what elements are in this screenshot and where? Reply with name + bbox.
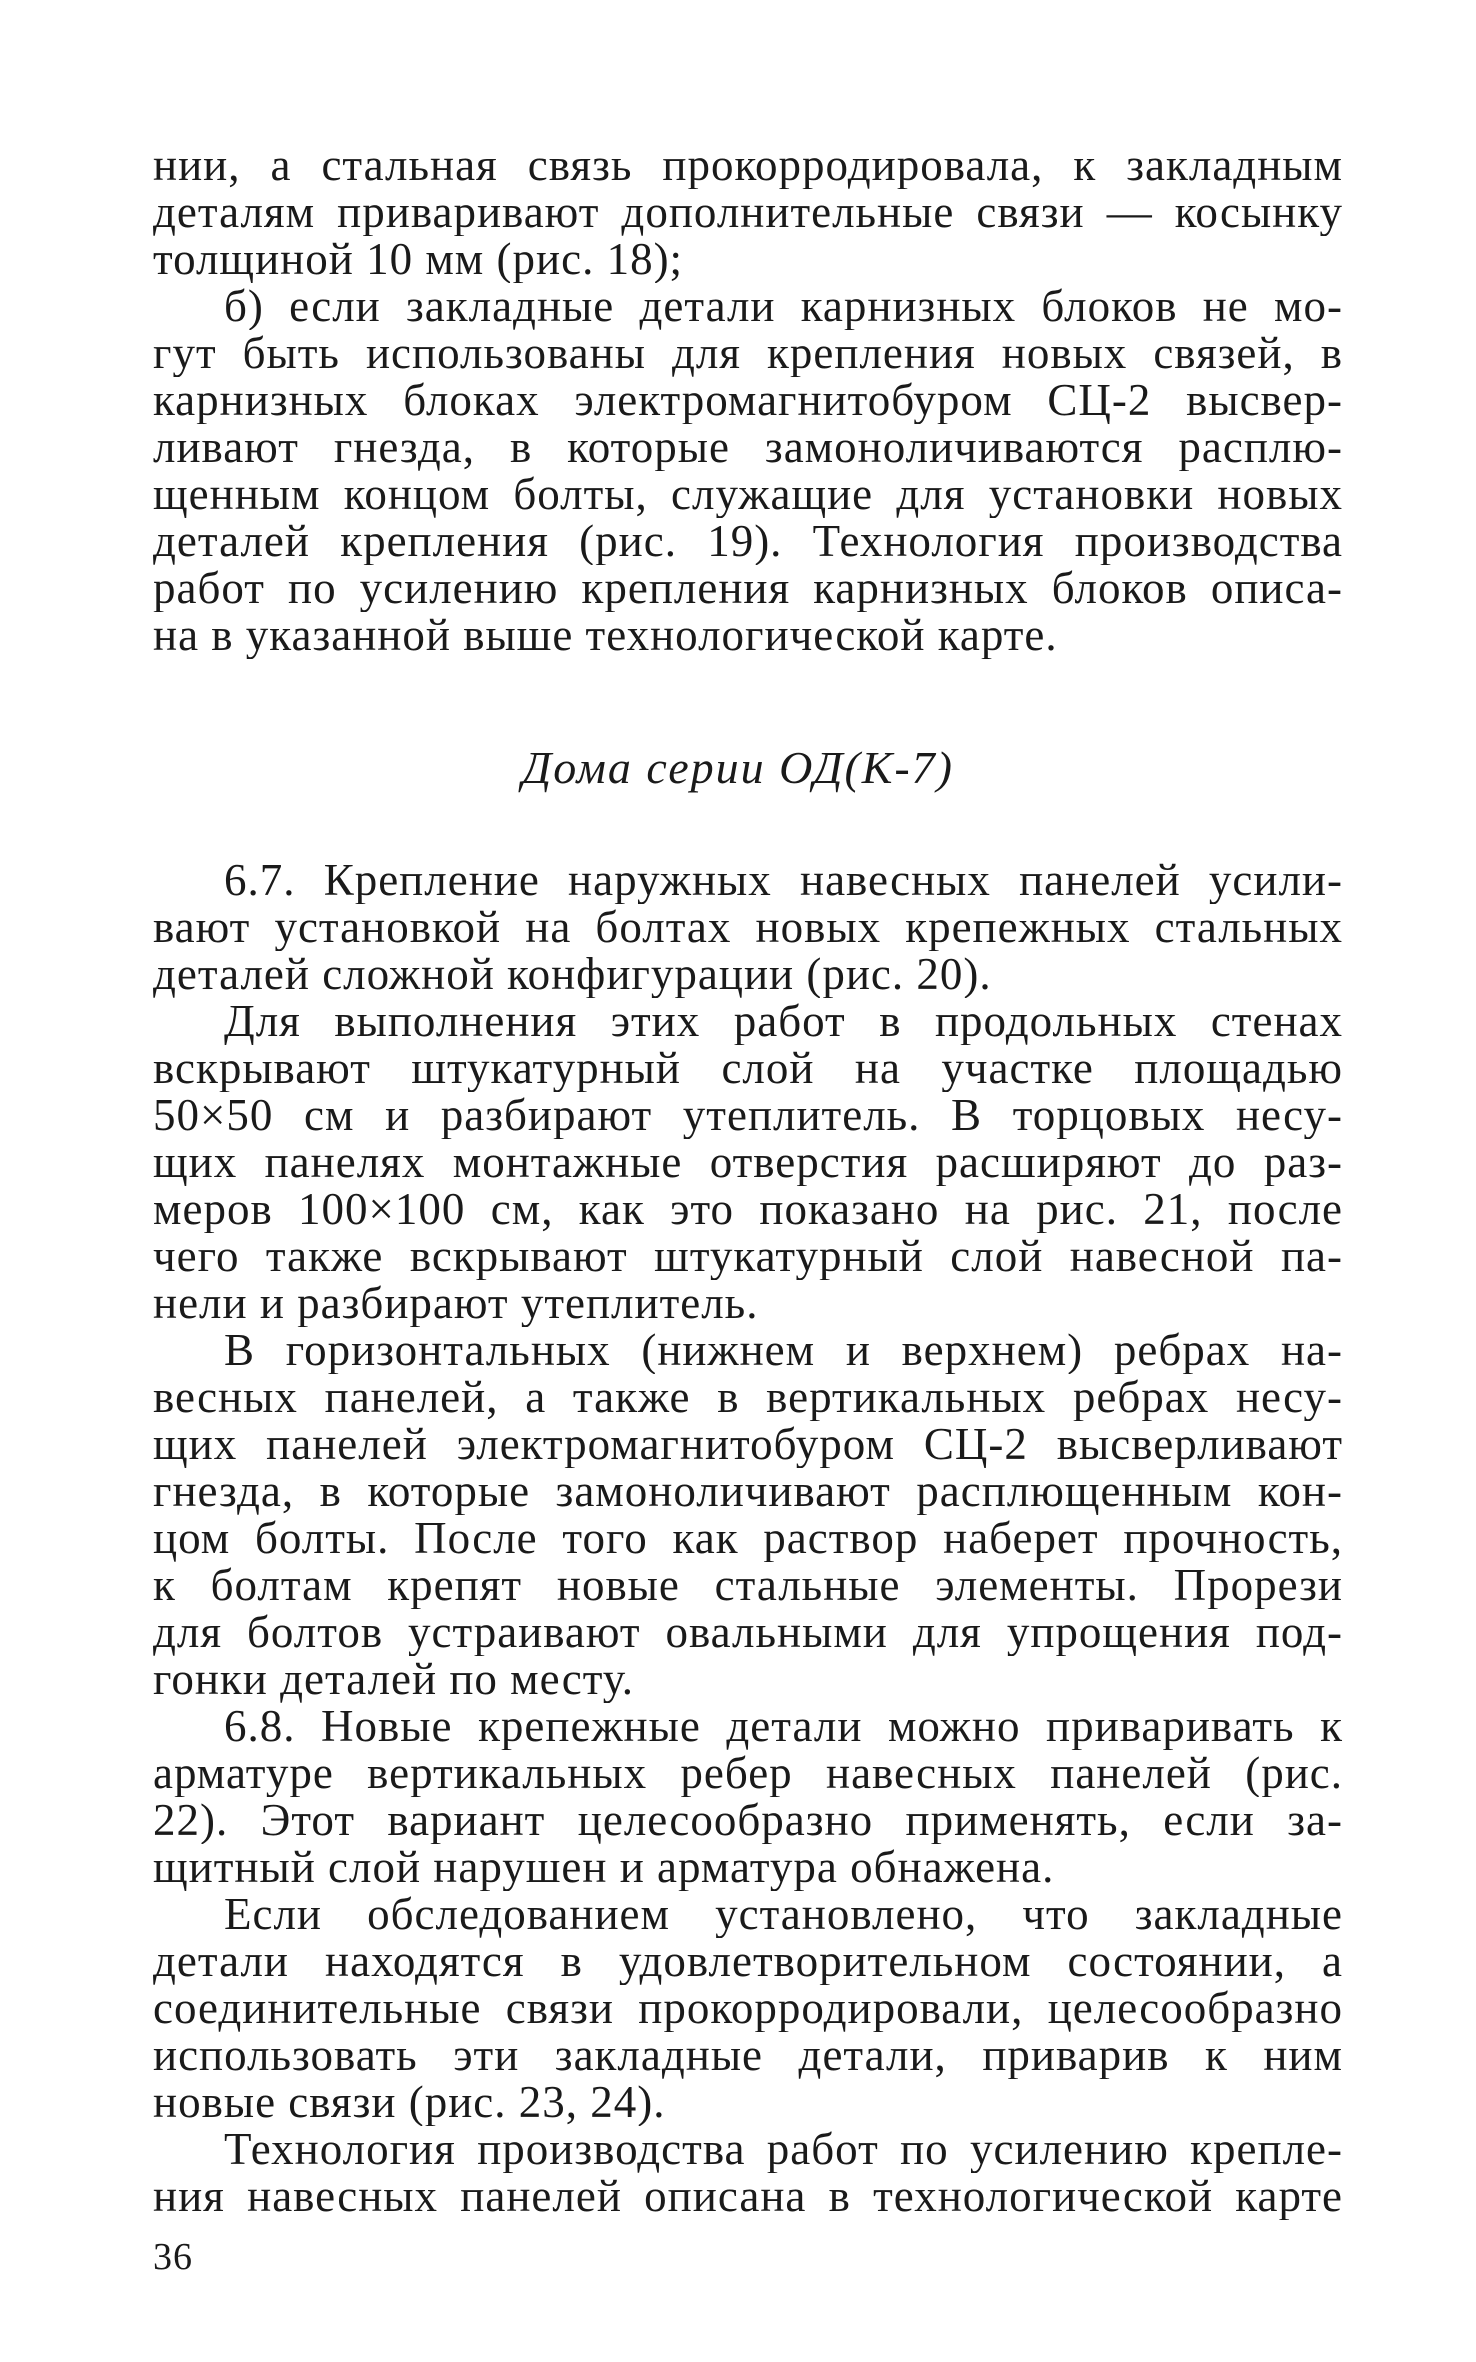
text-line: вают установкой на болтах новых крепежных стальных: [153, 904, 1343, 951]
text-line: гут быть использованы для крепления новых связей, в: [153, 330, 1343, 377]
text-line: 50×50 см и разбирают утеплитель. В торцовых несу-: [153, 1092, 1343, 1139]
text-line: щих панелях монтажные отверстия расширяют до раз-: [153, 1139, 1343, 1186]
text-line: щитный слой нарушен и арматура обнажена.: [153, 1844, 1055, 1891]
text-block-continuation: [153, 142, 1343, 659]
text-line: ливают гнезда, в которые замоноличиваются расплю-: [153, 424, 1343, 471]
text-line: щих панелей электромагнитобуром СЦ-2 высверливают: [153, 1421, 1343, 1468]
text-line: меров 100×100 см, как это показано на рис. 21, после: [153, 1186, 1343, 1233]
text-line: для болтов устраивают овальными для упрощения под-: [153, 1609, 1343, 1656]
text-line: детали находятся в удовлетворительном состоянии, а: [153, 1938, 1343, 1985]
text-line: использовать эти закладные детали, приварив к ним: [153, 2032, 1343, 2079]
text-line: новые связи (рис. 23, 24).: [153, 2079, 666, 2126]
text-line: Для выполнения этих работ в продольных стенах: [224, 998, 1343, 1045]
text-line: 6.8. Новые крепежные детали можно приваривать к: [224, 1703, 1343, 1750]
text-line: гнезда, в которые замоноличивают расплющенным кон-: [153, 1468, 1343, 1515]
text-line: щенным концом болты, служащие для установки новых: [153, 471, 1343, 518]
text-line: нии, а стальная связь прокорродировала, к закладным: [153, 142, 1343, 189]
text-line: к болтам крепят новые стальные элементы. Прорези: [153, 1562, 1343, 1609]
text-line: карнизных блоках электромагнитобуром СЦ-2 высвер-: [153, 377, 1343, 424]
text-line: Технология производства работ по усилению крепле-: [224, 2126, 1343, 2173]
text-line: В горизонтальных (нижнем и верхнем) ребрах на-: [224, 1327, 1343, 1374]
text-line: Если обследованием установлено, что закладные: [224, 1891, 1343, 1938]
text-line: ния навесных панелей описана в технологической карте: [153, 2173, 1343, 2220]
page-number: 36: [153, 2236, 193, 2278]
text-line: деталей сложной конфигурации (рис. 20).: [153, 951, 992, 998]
text-line: цом болты. После того как раствор наберет прочность,: [153, 1515, 1343, 1562]
text-line: на в указанной выше технологической карте.: [153, 612, 1058, 659]
text-line: деталей крепления (рис. 19). Технология производства: [153, 518, 1343, 565]
section-heading: Дома серии ОД(К-7): [522, 742, 954, 793]
text-line: чего также вскрывают штукатурный слой навесной па-: [153, 1233, 1343, 1280]
text-line: нели и разбирают утеплитель.: [153, 1280, 759, 1327]
text-block-section: [153, 857, 1343, 2220]
text-line: вскрывают штукатурный слой на участке площадью: [153, 1045, 1343, 1092]
text-line: б) если закладные детали карнизных блоков не мо-: [224, 283, 1343, 330]
text-line: деталям приваривают дополнительные связи — косынку: [153, 189, 1343, 236]
text-line: работ по усилению крепления карнизных блоков описа-: [153, 565, 1343, 612]
text-line: весных панелей, а также в вертикальных ребрах несу-: [153, 1374, 1343, 1421]
text-line: 6.7. Крепление наружных навесных панелей усили-: [224, 857, 1343, 904]
text-line: 22). Этот вариант целесообразно применять, если за-: [153, 1797, 1343, 1844]
text-line: соединительные связи прокорродировали, целесообразно: [153, 1985, 1343, 2032]
text-line: гонки деталей по месту.: [153, 1656, 635, 1703]
text-line: арматуре вертикальных ребер навесных панелей (рис.: [153, 1750, 1343, 1797]
text-line: толщиной 10 мм (рис. 18);: [153, 236, 684, 283]
